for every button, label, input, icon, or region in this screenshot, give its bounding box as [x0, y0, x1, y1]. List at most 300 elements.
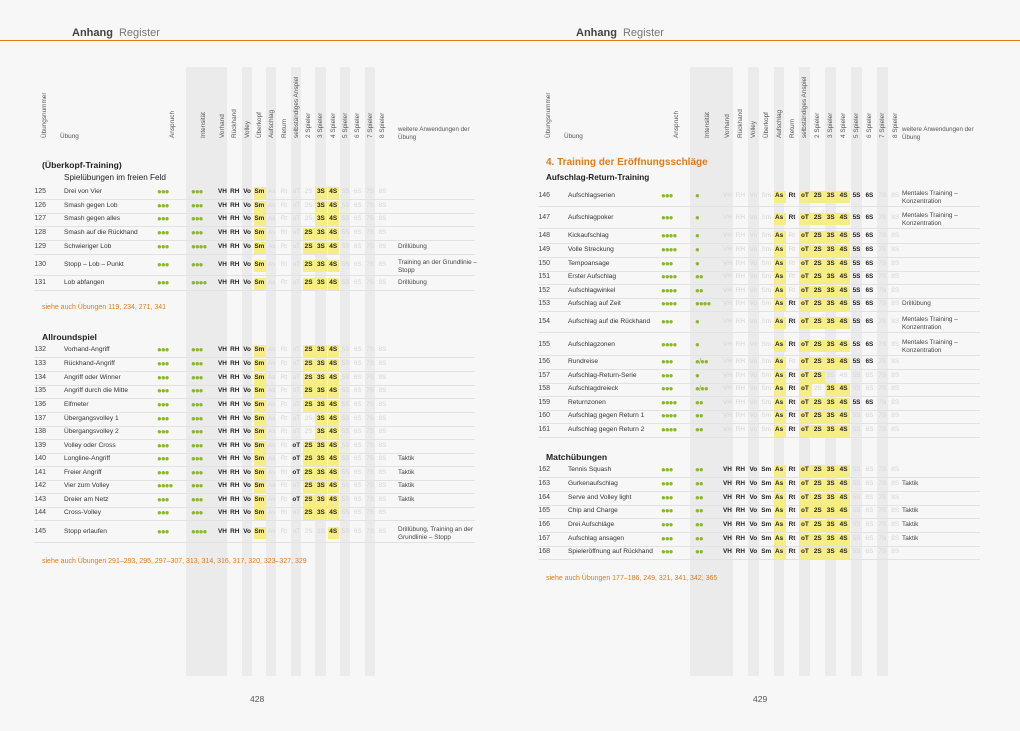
code-cell-inactive: 7S — [878, 399, 887, 406]
code-cell: Vo — [243, 442, 251, 449]
code-cell: VH — [218, 455, 227, 462]
column-header: selbständiges Anspiel — [292, 76, 300, 138]
intensity-dots: ●●● — [191, 441, 203, 450]
exercise-number: 148 — [538, 232, 550, 239]
row-divider — [34, 371, 475, 372]
code-cell-inactive: 7S — [366, 401, 374, 408]
exercise-number: 132 — [34, 346, 46, 353]
code-cell: Sm — [254, 346, 265, 353]
code-cell-inactive: 7S — [878, 232, 887, 239]
code-cell-inactive: oT — [292, 509, 301, 516]
code-cell-inactive: 5S — [852, 521, 861, 528]
exercise-number: 135 — [34, 387, 46, 394]
exercise-number: 150 — [538, 260, 550, 267]
column-header: 7 Spieler — [878, 112, 886, 138]
column-header: Return — [280, 118, 288, 138]
code-cell-inactive: 8S — [378, 442, 387, 449]
code-cell: oT — [800, 341, 809, 348]
difficulty-dots: ●●● — [661, 479, 673, 488]
code-cell: 3S — [826, 300, 835, 307]
code-cell-inactive: oT — [292, 387, 301, 394]
difficulty-dots: ●●● — [157, 260, 169, 269]
intensity-dots: ●● — [695, 493, 703, 502]
code-cell-inactive: 6S — [353, 482, 362, 489]
code-cell: 5S — [852, 273, 861, 280]
code-cell: oT — [800, 192, 809, 199]
code-cell-inactive: 8S — [378, 509, 387, 516]
row-divider — [538, 518, 980, 519]
code-cell: 2S — [813, 214, 822, 221]
code-cell: Vo — [243, 528, 251, 535]
exercise-name: Drei Aufschläge — [568, 521, 615, 528]
difficulty-dots: ●●● — [157, 345, 169, 354]
code-cell: 5S — [852, 318, 861, 325]
code-cell: 2S — [813, 548, 822, 555]
code-cell-inactive: Sm — [761, 399, 771, 406]
exercise-number: 146 — [538, 192, 550, 199]
exercise-name: Schwieriger Lob — [64, 243, 112, 250]
code-cell-inactive: Rt — [280, 229, 288, 236]
code-cell-inactive: Rt — [280, 496, 288, 503]
exercise-note: Taktik — [398, 469, 415, 476]
code-cell: 4S — [839, 246, 848, 253]
page-number: 428 — [250, 694, 265, 704]
code-cell: Vo — [243, 428, 251, 435]
code-cell: 2S — [304, 346, 313, 353]
code-cell: 6S — [865, 358, 874, 365]
code-cell: 4S — [329, 455, 338, 462]
difficulty-dots: ●●● — [157, 373, 169, 382]
code-cell-inactive: 2S — [304, 415, 313, 422]
code-cell: Rt — [788, 192, 796, 199]
code-cell-inactive: As — [267, 243, 276, 250]
difficulty-dots: ●●● — [661, 259, 673, 268]
code-cell-inactive: Sm — [761, 287, 771, 294]
exercise-name: Aufschlag-Return-Serie — [568, 372, 637, 379]
code-cell: RH — [230, 415, 240, 422]
row-divider — [538, 332, 980, 333]
code-cell-inactive: As — [267, 202, 276, 209]
header-rule — [510, 40, 1020, 41]
exercise-name: Serve and Volley light — [568, 494, 632, 501]
row-divider — [34, 240, 475, 241]
exercise-name: Aufschlagserien — [568, 192, 615, 199]
code-cell-inactive: 6S — [865, 466, 874, 473]
code-cell-inactive: 8S — [891, 535, 900, 542]
code-cell: Rt — [788, 318, 796, 325]
code-cell: VH — [218, 509, 227, 516]
code-cell-inactive: Vo — [749, 412, 758, 419]
exercise-number: 154 — [538, 318, 550, 325]
code-cell: As — [775, 260, 784, 267]
code-cell: 3S — [826, 521, 835, 528]
code-cell-inactive: oT — [292, 188, 301, 195]
code-cell-inactive: As — [267, 528, 276, 535]
code-cell: VH — [723, 494, 732, 501]
code-cell-inactive: 7S — [366, 188, 374, 195]
code-cell-inactive: 8S — [891, 232, 900, 239]
intensity-dots: ● — [695, 231, 699, 240]
code-cell: oT — [800, 480, 809, 487]
code-cell-inactive: 5S — [341, 202, 350, 209]
exercise-note: Training an der Grundlinie – Stopp — [398, 259, 477, 274]
code-cell: VH — [218, 188, 227, 195]
code-cell-inactive: Rt — [280, 455, 288, 462]
code-cell-inactive: VH — [723, 399, 732, 406]
code-cell-inactive: 7S — [878, 412, 887, 419]
code-cell-inactive: 8S — [378, 428, 387, 435]
exercise-number: 168 — [538, 548, 550, 555]
column-header: Aufschlag — [775, 109, 783, 138]
exercise-name: Rundreise — [568, 358, 599, 365]
code-cell: 5S — [852, 246, 861, 253]
code-cell: VH — [723, 507, 732, 514]
code-cell-inactive: 6S — [353, 279, 362, 286]
code-cell-inactive: 7S — [366, 496, 374, 503]
difficulty-dots: ●●●● — [661, 411, 677, 420]
code-cell: VH — [723, 480, 732, 487]
code-cell-inactive: 8S — [891, 260, 900, 267]
row-divider — [34, 226, 475, 227]
column-header: 6 Spieler — [354, 112, 362, 138]
code-cell-inactive: 5S — [852, 372, 861, 379]
code-cell-inactive: 8S — [891, 341, 900, 348]
code-cell: Sm — [254, 415, 265, 422]
code-cell: oT — [800, 535, 809, 542]
code-cell-inactive: RH — [735, 260, 745, 267]
code-cell: Sm — [254, 261, 265, 268]
code-cell-inactive: 5S — [852, 466, 861, 473]
code-cell-inactive: 6S — [865, 507, 874, 514]
code-cell: Rt — [788, 507, 796, 514]
code-cell: 4S — [329, 188, 338, 195]
exercise-name: Aufschlagwinkel — [568, 287, 616, 294]
difficulty-dots: ●●● — [157, 495, 169, 504]
code-cell: RH — [230, 279, 240, 286]
column-header: 8 Spieler — [891, 112, 899, 138]
exercise-name: Übergangsvolley 2 — [64, 428, 119, 435]
code-cell-inactive: 7S — [878, 480, 887, 487]
difficulty-dots: ●●● — [157, 508, 169, 517]
code-cell: As — [775, 507, 784, 514]
code-cell-inactive: Sm — [761, 426, 771, 433]
code-cell-inactive: 6S — [865, 521, 874, 528]
code-cell: 4S — [329, 415, 338, 422]
row-divider — [538, 243, 980, 244]
code-cell-inactive: Sm — [761, 300, 771, 307]
exercise-number: 129 — [34, 243, 46, 250]
code-cell: oT — [800, 494, 809, 501]
exercise-name: Freier Angriff — [64, 469, 102, 476]
column-header: Rückhand — [231, 109, 239, 138]
code-cell: Vo — [749, 480, 758, 487]
code-cell: Sm — [761, 480, 772, 487]
code-cell-inactive: 2S — [304, 215, 313, 222]
exercise-number: 128 — [34, 229, 46, 236]
code-cell: 2S — [304, 442, 313, 449]
code-cell-inactive: 7S — [878, 260, 887, 267]
code-cell: Rt — [788, 426, 796, 433]
code-cell: 5S — [852, 232, 861, 239]
exercise-note: Taktik — [902, 480, 919, 487]
code-cell: Vo — [243, 401, 251, 408]
code-cell: As — [775, 372, 784, 379]
code-cell: RH — [230, 243, 240, 250]
code-cell: Sm — [254, 469, 265, 476]
code-cell-inactive: 7S — [366, 528, 374, 535]
code-cell-inactive: 8S — [891, 412, 900, 419]
code-cell: RH — [230, 374, 240, 381]
column-header: 3 Spieler — [317, 112, 325, 138]
code-cell: 4S — [329, 469, 338, 476]
row-divider — [538, 206, 980, 207]
code-cell: VH — [218, 279, 227, 286]
difficulty-dots: ●●●● — [661, 272, 677, 281]
row-divider — [34, 254, 475, 255]
code-cell: 3S — [826, 260, 835, 267]
exercise-number: 125 — [34, 188, 46, 195]
code-cell: 3S — [826, 214, 835, 221]
code-cell-inactive: 5S — [852, 426, 861, 433]
code-cell: RH — [230, 401, 240, 408]
exercise-note: Drillübung, Training an der Grundlinie – Stopp — [398, 526, 473, 541]
intensity-dots: ●● — [695, 272, 703, 281]
intensity-dots: ● — [695, 259, 699, 268]
intensity-dots: ●●● — [191, 386, 203, 395]
code-cell: 4S — [839, 494, 848, 501]
code-cell: Sm — [761, 521, 772, 528]
code-cell: VH — [218, 374, 227, 381]
header-subsection: Register — [118, 27, 160, 39]
exercise-note: Mentales Training – Konzentration — [902, 190, 958, 205]
code-cell: 6S — [865, 232, 874, 239]
code-cell-inactive: 6S — [353, 415, 362, 422]
code-cell: 2S — [813, 466, 822, 473]
row-divider — [538, 396, 980, 397]
code-cell: VH — [218, 261, 227, 268]
code-cell-inactive: 7S — [878, 287, 887, 294]
code-cell: RH — [230, 387, 240, 394]
exercise-name: Cross-Volley — [64, 509, 102, 516]
code-cell-inactive: RH — [735, 385, 745, 392]
code-cell-inactive: VH — [723, 287, 732, 294]
exercise-number: 134 — [34, 374, 46, 381]
section-subtitle: Spielübungen im freien Feld — [64, 173, 166, 182]
code-cell: Sm — [254, 374, 265, 381]
code-cell: 2S — [813, 246, 822, 253]
difficulty-dots: ●●● — [157, 278, 169, 287]
difficulty-dots: ●●● — [157, 454, 169, 463]
row-divider — [538, 477, 980, 478]
code-cell: oT — [292, 469, 301, 476]
header-section: Anhang — [72, 27, 113, 39]
exercise-name: Smash auf die Rückhand — [64, 229, 138, 236]
code-cell: Sm — [254, 279, 265, 286]
code-cell: 3S — [826, 399, 835, 406]
code-cell: Sm — [254, 442, 265, 449]
exercise-number: 144 — [34, 509, 46, 516]
intensity-dots: ●●● — [191, 345, 203, 354]
code-cell-inactive: Sm — [761, 192, 771, 199]
code-cell-inactive: 5S — [852, 480, 861, 487]
code-cell-inactive: RH — [735, 232, 745, 239]
code-cell: Rt — [788, 399, 796, 406]
code-cell-inactive: VH — [723, 214, 732, 221]
exercise-name: Stopp – Lob – Punkt — [64, 261, 124, 268]
code-cell-inactive: Vo — [749, 287, 758, 294]
code-cell: 3S — [316, 482, 325, 489]
code-cell-inactive: 8S — [891, 318, 900, 325]
code-cell: As — [775, 412, 784, 419]
exercise-number: 149 — [538, 246, 550, 253]
intensity-dots: ●●● — [191, 228, 203, 237]
code-cell: 3S — [316, 455, 325, 462]
code-cell: oT — [800, 214, 809, 221]
code-cell-inactive: 5S — [341, 469, 350, 476]
code-cell: 3S — [316, 387, 325, 394]
code-cell-inactive: 5S — [341, 442, 350, 449]
code-cell-inactive: 8S — [891, 214, 900, 221]
row-divider — [34, 357, 475, 358]
code-cell-inactive: As — [267, 261, 276, 268]
intensity-dots: ●● — [695, 547, 703, 556]
intensity-dots: ●/●● — [695, 357, 708, 366]
code-cell: 2S — [304, 401, 313, 408]
code-cell-inactive: VH — [723, 318, 732, 325]
intensity-dots: ●●● — [191, 359, 203, 368]
code-cell-inactive: 5S — [341, 482, 350, 489]
difficulty-dots: ●●● — [661, 534, 673, 543]
code-cell-inactive: 7S — [366, 428, 374, 435]
code-cell-inactive: 6S — [353, 360, 362, 367]
code-cell-inactive: Rt — [280, 401, 288, 408]
code-cell-inactive: VH — [723, 273, 732, 280]
exercise-number: 126 — [34, 202, 46, 209]
code-cell: 5S — [852, 358, 861, 365]
code-cell: VH — [218, 215, 227, 222]
code-cell: As — [775, 192, 784, 199]
code-cell-inactive: 7S — [366, 469, 374, 476]
code-cell-inactive: 8S — [891, 466, 900, 473]
code-cell: 4S — [329, 387, 338, 394]
exercise-number: 136 — [34, 401, 46, 408]
code-cell: 2S — [304, 261, 313, 268]
column-header: Anspruch — [673, 111, 680, 138]
code-cell: 3S — [826, 273, 835, 280]
code-cell: 3S — [826, 507, 835, 514]
code-cell: Vo — [243, 387, 251, 394]
code-cell: 3S — [316, 346, 325, 353]
code-cell: VH — [723, 466, 732, 473]
code-cell: Vo — [243, 469, 251, 476]
code-cell: VH — [218, 528, 227, 535]
code-cell-inactive: 7S — [878, 358, 887, 365]
section-title: (Überkopf-Training) — [42, 160, 122, 170]
code-cell: Sm — [254, 360, 265, 367]
code-cell-inactive: 5S — [341, 229, 350, 236]
code-cell: Rt — [788, 535, 796, 542]
code-cell: 4S — [839, 507, 848, 514]
code-cell-inactive: 6S — [353, 243, 362, 250]
code-cell: As — [775, 214, 784, 221]
code-cell: RH — [230, 188, 240, 195]
code-cell: As — [775, 358, 784, 365]
row-divider — [538, 257, 980, 258]
intensity-dots: ● — [695, 245, 699, 254]
code-cell: 2S — [813, 426, 822, 433]
exercise-note: Mentales Training – Konzentration — [902, 339, 958, 354]
page-number: 429 — [753, 694, 768, 704]
code-cell-inactive: As — [267, 229, 276, 236]
code-cell: 3S — [316, 215, 325, 222]
column-header: Anspruch — [169, 111, 176, 138]
intensity-dots: ●●● — [191, 201, 203, 210]
code-cell-inactive: RH — [735, 300, 745, 307]
code-cell-inactive: 5S — [852, 507, 861, 514]
code-cell-inactive: 8S — [891, 385, 900, 392]
code-cell-inactive: 7S — [878, 426, 887, 433]
difficulty-dots: ●●● — [661, 384, 673, 393]
code-cell-inactive: 8S — [378, 387, 387, 394]
code-cell: 4S — [329, 401, 338, 408]
code-cell-inactive: Sm — [761, 412, 771, 419]
code-cell-inactive: 7S — [366, 387, 374, 394]
row-divider — [34, 275, 475, 276]
column-header: 6 Spieler — [865, 112, 873, 138]
code-cell-inactive: 8S — [378, 482, 387, 489]
code-cell-inactive: 6S — [353, 428, 362, 435]
row-divider — [538, 298, 980, 299]
difficulty-dots: ●●●● — [661, 286, 677, 295]
code-cell-inactive: 6S — [353, 215, 362, 222]
code-cell-inactive: 8S — [891, 273, 900, 280]
code-cell: Sm — [254, 401, 265, 408]
code-cell: VH — [218, 202, 227, 209]
intensity-dots: ●●● — [191, 427, 203, 436]
code-cell: 2S — [813, 521, 822, 528]
code-cell-inactive: 8S — [891, 480, 900, 487]
code-cell: Sm — [254, 229, 265, 236]
code-cell: 4S — [329, 360, 338, 367]
code-cell-inactive: 5S — [341, 279, 350, 286]
code-cell: RH — [735, 480, 745, 487]
code-cell-inactive: 5S — [341, 243, 350, 250]
code-cell: RH — [230, 215, 240, 222]
code-cell-inactive: oT — [292, 202, 301, 209]
code-cell: VH — [218, 346, 227, 353]
difficulty-dots: ●●● — [157, 527, 169, 536]
exercise-name: Aufschlagdreieck — [568, 385, 619, 392]
code-cell: 3S — [826, 341, 835, 348]
difficulty-dots: ●●●● — [661, 231, 677, 240]
code-cell-inactive: 8S — [378, 469, 387, 476]
code-cell-inactive: As — [267, 387, 276, 394]
code-cell-inactive: 7S — [878, 192, 887, 199]
header-subsection: Register — [622, 27, 664, 39]
code-cell: 4S — [329, 428, 338, 435]
code-cell: 3S — [826, 466, 835, 473]
code-cell-inactive: 8S — [378, 401, 387, 408]
code-cell: 3S — [826, 535, 835, 542]
exercise-name: Aufschlag ansagen — [568, 535, 625, 542]
code-cell: Vo — [243, 188, 251, 195]
code-cell: Vo — [243, 496, 251, 503]
exercise-name: Dreier am Netz — [64, 496, 109, 503]
code-cell: Rt — [788, 480, 796, 487]
code-cell-inactive: 6S — [865, 548, 874, 555]
intensity-dots: ●● — [695, 411, 703, 420]
code-cell-inactive: RH — [735, 214, 745, 221]
